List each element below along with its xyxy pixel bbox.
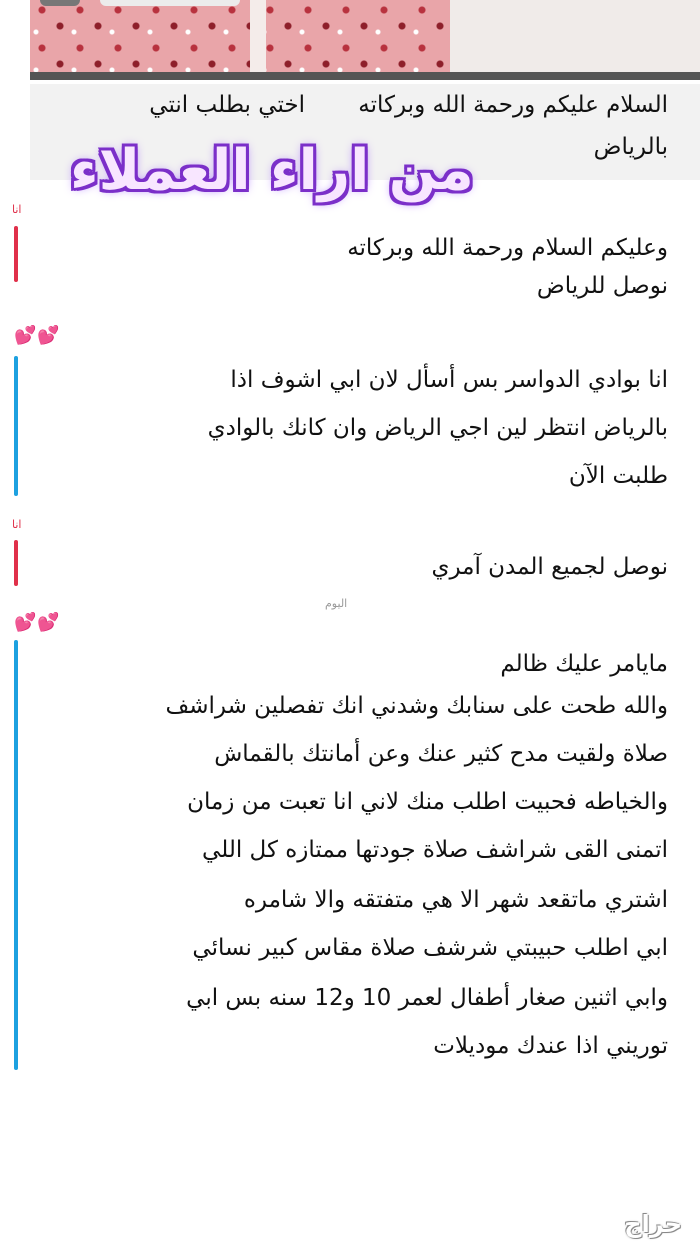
message-line: بالرياض انتظر لين اجي الرياض وان كانك بالوادي — [207, 415, 668, 441]
avatar[interactable] — [40, 0, 80, 6]
message-line: نوصل للرياض — [536, 273, 668, 299]
message-line: وابي اثنين صغار أطفال لعمر 10 و12 سنه بس ابي — [186, 985, 668, 1011]
reply-preview-image[interactable] — [30, 0, 700, 80]
message-line: طلبت الآن — [568, 463, 668, 489]
other-message-bar — [14, 356, 18, 496]
top-pill — [100, 0, 240, 6]
sender-label-me: انا — [12, 203, 22, 216]
quoted-request: اختي بطلب انتي — [149, 92, 305, 118]
message-line: مايامر عليك ظالم — [500, 651, 668, 677]
image-background — [450, 0, 700, 80]
sender-label-me: انا — [12, 518, 22, 531]
hearts-icon: 💕💕 — [14, 325, 61, 346]
message-line: وعليكم السلام ورحمة الله وبركاته — [347, 235, 668, 261]
message-line: والخياطه فحبيت اطلب منك لاني انا تعبت من زمان — [187, 789, 668, 815]
image-divider — [250, 0, 266, 80]
message-line: نوصل لجميع المدن آمري — [431, 554, 668, 580]
hearts-icon: 💕💕 — [14, 612, 61, 633]
own-message-bar — [14, 226, 18, 282]
other-message-bar — [14, 640, 18, 1070]
customer-reviews-title: من اراء العملاء — [70, 138, 474, 203]
message-line: ابي اطلب حبيبتي شرشف صلاة مقاس كبير نسائي — [192, 935, 668, 961]
message-line: صلاة ولقيت مدح كثير عنك وعن أمانتك بالقماش — [214, 741, 668, 767]
message-line: والله طحت على سنابك وشدني انك تفصلين شراشف — [165, 693, 668, 719]
haraj-watermark: حراج — [624, 1210, 682, 1238]
quoted-greeting: السلام عليكم ورحمة الله وبركاته — [358, 92, 668, 118]
message-line: اتمنى القى شراشف صلاة جودتها ممتازه كل اللي — [202, 837, 668, 863]
image-base — [30, 72, 700, 80]
own-message-bar — [14, 540, 18, 586]
timestamp-label: اليوم — [325, 597, 348, 610]
message-line: توريني اذا عندك موديلات — [433, 1033, 668, 1059]
message-line: اشتري ماتقعد شهر الا هي متفتقه والا شامره — [243, 887, 668, 913]
quoted-location: بالرياض — [593, 134, 668, 160]
message-line: انا بوادي الدواسر بس أسأل لان ابي اشوف اذا — [230, 367, 668, 393]
